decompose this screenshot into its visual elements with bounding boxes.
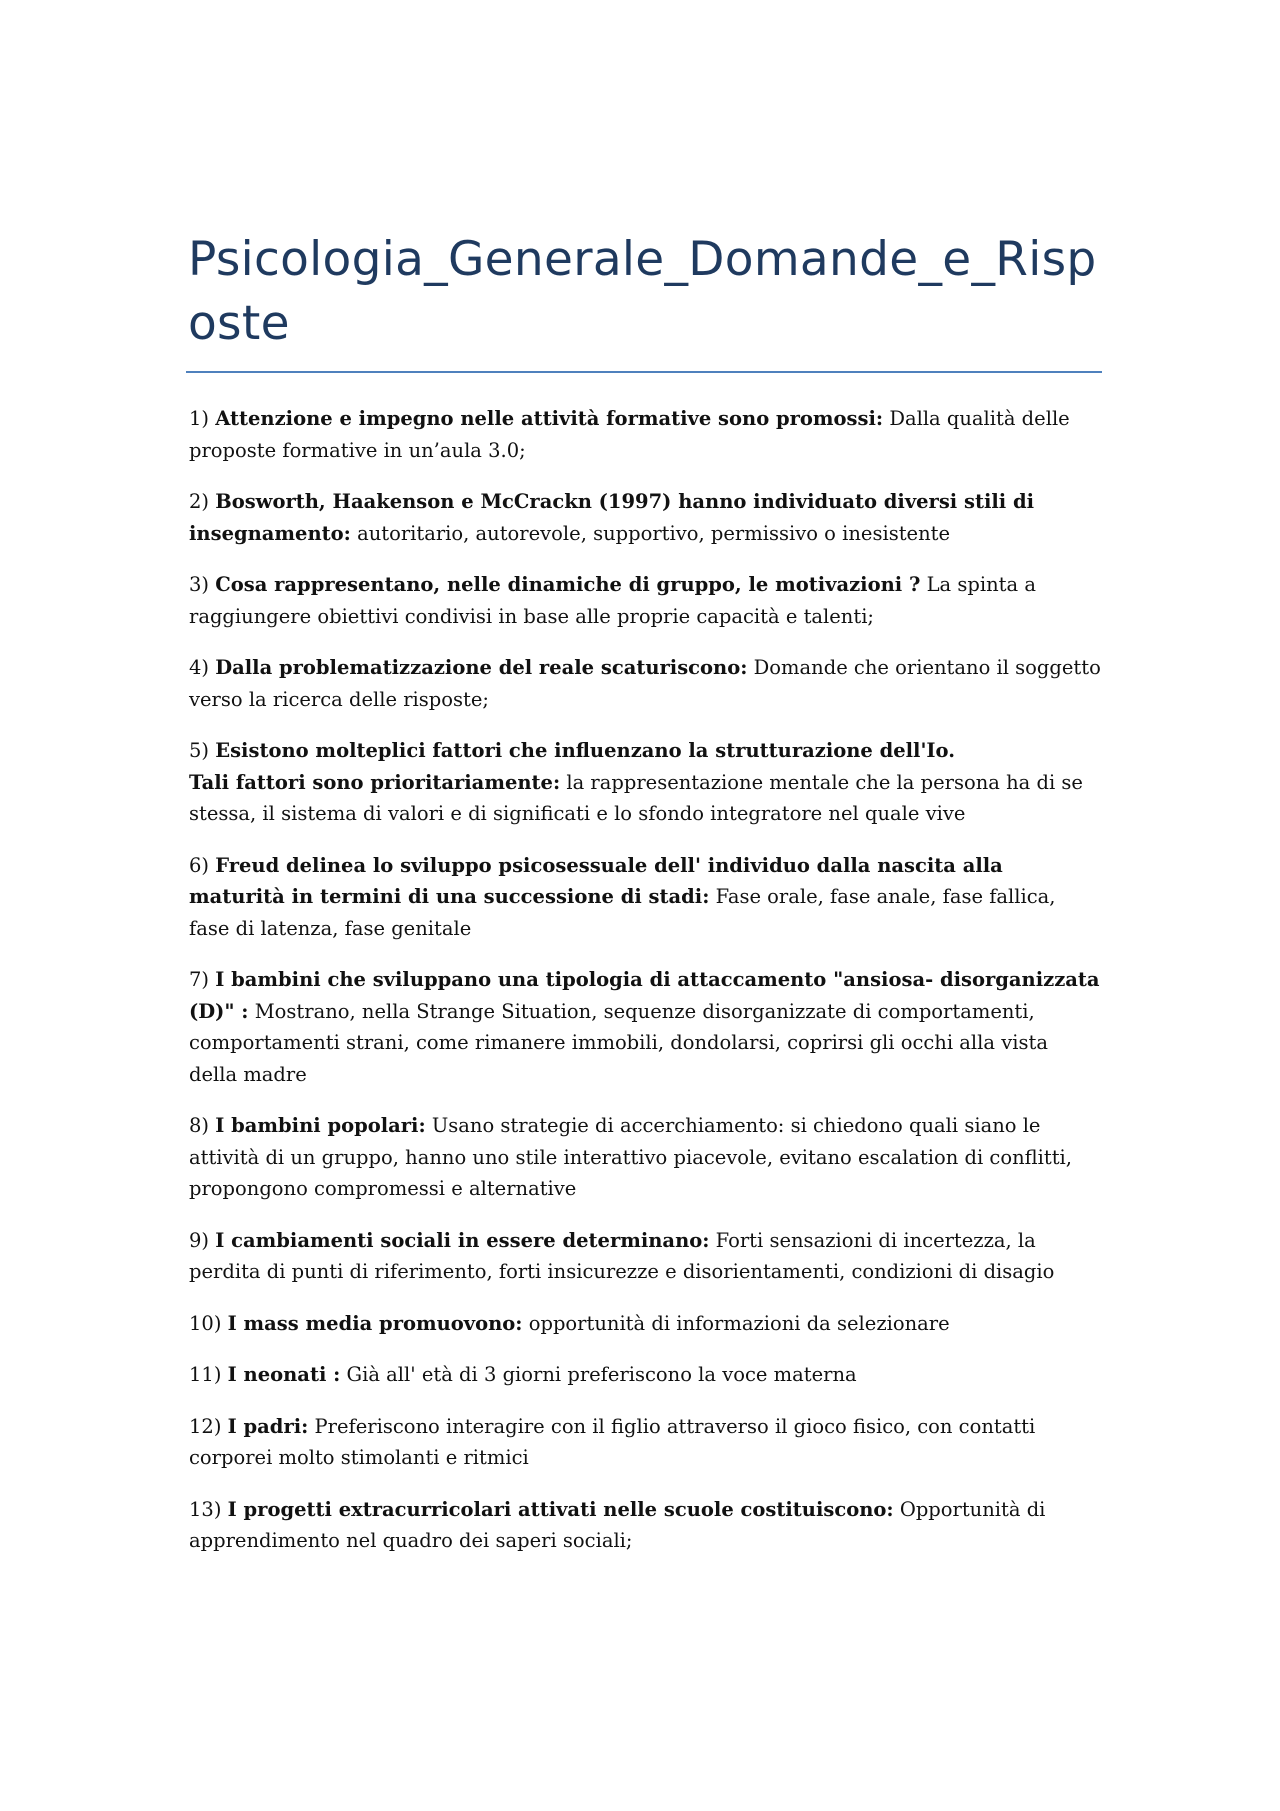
qa-number: 7)	[189, 968, 210, 991]
qa-answer: autoritario, autorevole, supportivo, permissivo o inesistente	[357, 521, 951, 545]
qa-item	[189, 1411, 1101, 1474]
qa-question: Dalla problematizzazione del reale scaturiscono:	[215, 656, 748, 679]
qa-number: 11)	[189, 1363, 222, 1386]
qa-number: 12)	[189, 1414, 222, 1438]
qa-item	[189, 850, 1101, 945]
qa-number: 6)	[189, 853, 210, 877]
qa-question: Attenzione e impegno nelle attività formative sono promossi:	[215, 407, 884, 430]
document-title: Psicologia_Generale_Domande_e_Risposte	[188, 232, 1097, 351]
qa-item	[189, 1359, 1101, 1391]
qa-item	[189, 1110, 1101, 1205]
qa-question: Freud delinea lo sviluppo psicosessuale dell' individuo dalla nascita alla maturità in termini di una successione di stadi:	[189, 853, 1003, 908]
qa-question-continued: Tali fattori sono prioritariamente:	[189, 770, 561, 794]
qa-number: 2)	[189, 490, 210, 513]
qa-number: 5)	[189, 739, 210, 762]
qa-item	[189, 1494, 1101, 1557]
qa-answer: opportunità di informazioni da selezionare	[528, 1311, 950, 1335]
qa-number: 3)	[189, 573, 210, 596]
qa-answer: Opportunità di apprendimento nel quadro dei saperi sociali;	[189, 1497, 1046, 1552]
qa-answer: Mostrano, nella Strange Situation, sequenze disorganizzate di comportamenti, comportamenti strani, come rimanere immobili, dondolarsi, coprirsi gli occhi alla vista della madre	[189, 999, 1048, 1086]
qa-item	[189, 1225, 1101, 1288]
qa-item	[189, 1308, 1101, 1340]
qa-question: I progetti extracurricolari attivati nelle scuole costituiscono:	[227, 1497, 894, 1521]
qa-number: 9)	[189, 1228, 210, 1252]
qa-answer: Usano strategie di accerchiamento: si chiedono quali siano le attività di un gruppo, hanno uno stile interattivo piacevole, evitano escalation di conflitti, propongono compromessi e alternative	[189, 1114, 1072, 1200]
qa-answer: la rappresentazione mentale che la persona ha di se stessa, il sistema di valori e di significati e lo sfondo integratore nel quale vive	[189, 770, 1083, 825]
qa-item	[189, 569, 1101, 632]
qa-answer: La spinta a raggiungere obiettivi condivisi in base alle proprie capacità e talenti;	[189, 573, 1036, 628]
qa-question: Cosa rappresentano, nelle dinamiche di gruppo, le motivazioni ?	[215, 573, 921, 596]
qa-answer: Dalla qualità delle proposte formative in un’aula 3.0;	[189, 407, 1070, 462]
qa-question: Esistono molteplici fattori che influenzano la strutturazione dell'Io.	[215, 739, 956, 762]
qa-question: I bambini popolari:	[215, 1114, 426, 1137]
qa-answer: Forti sensazioni di incertezza, la perdita di punti di riferimento, forti insicurezze e disorientamenti, condizioni di disagio	[189, 1228, 1055, 1283]
qa-question: I padri:	[227, 1414, 309, 1438]
qa-item	[189, 652, 1101, 715]
qa-number: 10)	[189, 1311, 222, 1335]
qa-item	[189, 964, 1101, 1090]
qa-item	[189, 403, 1101, 466]
qa-number: 8)	[189, 1114, 210, 1137]
qa-number: 4)	[189, 656, 210, 679]
title-underline	[186, 371, 1102, 373]
qa-answer: Fase orale, fase anale, fase fallica, fase di latenza, fase genitale	[189, 885, 1056, 940]
qa-question: Bosworth, Haakenson e McCrackn (1997) hanno individuato diversi stili di insegnamento:	[189, 490, 1035, 545]
qa-answer: Domande che orientano il soggetto verso la ricerca delle risposte;	[189, 656, 1101, 711]
qa-item	[189, 735, 1101, 830]
qa-question: I cambiamenti sociali in essere determinano:	[215, 1228, 710, 1252]
qa-number: 13)	[189, 1497, 222, 1521]
title-block	[188, 228, 1100, 356]
qa-answer: Preferiscono interagire con il figlio attraverso il gioco fisico, con contatti corporei molto stimolanti e ritmici	[189, 1414, 1036, 1469]
qa-question: I neonati :	[227, 1363, 341, 1386]
qa-number: 1)	[189, 407, 210, 430]
question-answer-list	[189, 403, 1101, 1577]
qa-answer: Già all' età di 3 giorni preferiscono la voce materna	[346, 1363, 857, 1386]
qa-question: I mass media promuovono:	[227, 1311, 523, 1335]
qa-item	[189, 486, 1101, 549]
qa-question: I bambini che sviluppano una tipologia di attaccamento "ansiosa- disorganizzata (D)" :	[189, 968, 1100, 1023]
